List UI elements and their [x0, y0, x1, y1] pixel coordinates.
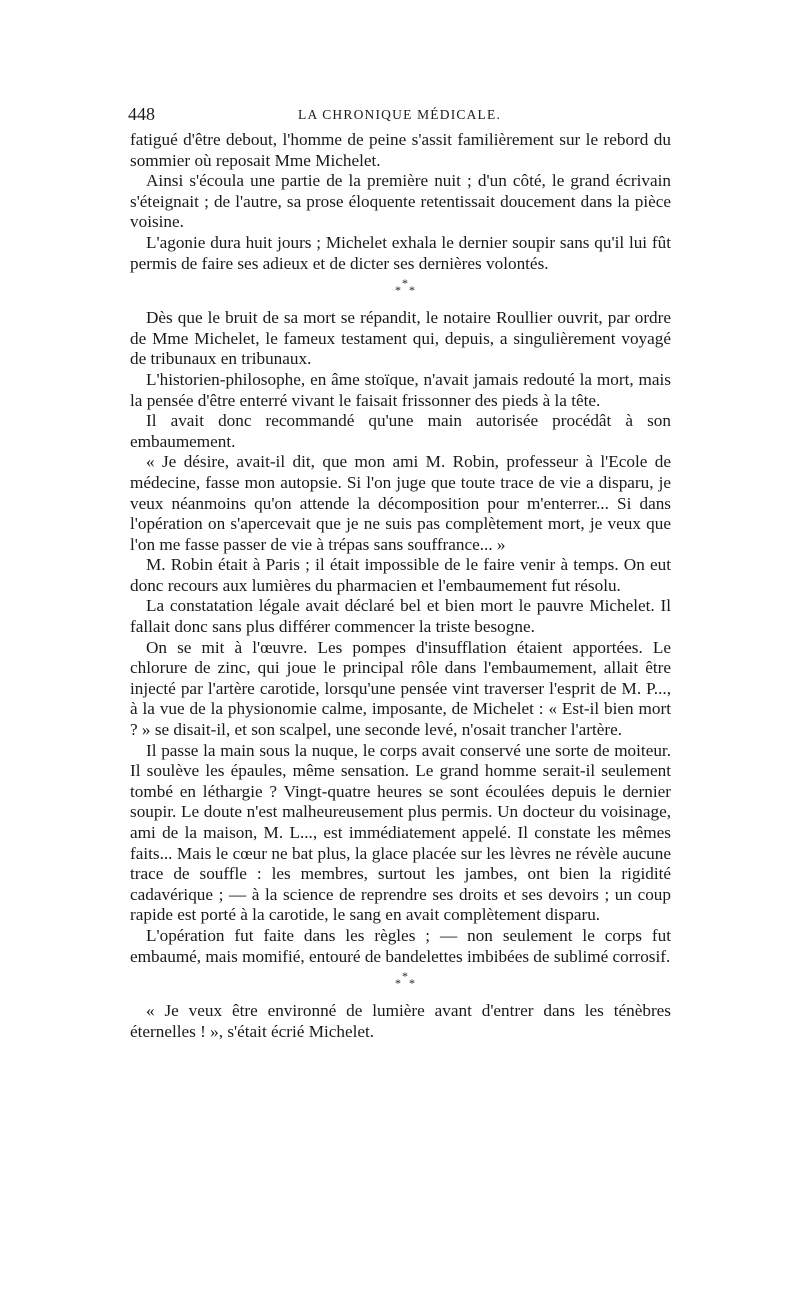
paragraph: fatigué d'être debout, l'homme de peine s'assit familièrement sur le rebord du sommier où reposait Mme Michelet. [130, 130, 671, 170]
paragraph: M. Robin était à Paris ; il était impossible de le faire venir à temps. On eut donc recours aux lumières du pharmacien et l'embaumement fut résolu. [130, 555, 671, 595]
document-page [130, 104, 671, 1042]
asterisk: * [395, 976, 401, 991]
paragraph: Dès que le bruit de sa mort se répandit, le notaire Roullier ouvrit, par ordre de Mme Michelet, le fameux testament qui, depuis, a singulièrement voyagé de tribunaux en tribunaux. [130, 308, 671, 369]
paragraph: Ainsi s'écoula une partie de la première nuit ; d'un côté, le grand écrivain s'éteignait ; de l'autre, sa prose éloquente retentissait doucement dans la pièce voisine. [130, 171, 671, 232]
asterisk: * [409, 976, 415, 991]
asterisk: * [409, 283, 415, 298]
paragraph: L'historien-philosophe, en âme stoïque, n'avait jamais redouté la mort, mais la pensée d'être enterré vivant le faisait frissonner des pieds à la tête. [130, 369, 671, 410]
section-separator [130, 274, 671, 308]
paragraph: « Je veux être environné de lumière avant d'entrer dans les ténèbres éternelles ! », s'était écrié Michelet. [130, 1001, 671, 1041]
asterisk: * [402, 276, 408, 291]
journal-title: LA CHRONIQUE MÉDICALE. [298, 107, 502, 122]
paragraph: On se mit à l'œuvre. Les pompes d'insufflation étaient apportées. Le chlorure de zinc, qui joue le principal rôle dans l'embaumement, allait être injecté par l'artère carotide, lorsqu'une pensée vint traverser l'esprit de M. P..., à la vue de la physionomie calme, imposante, de Michelet : « Est-il bien mort ? » se disait-il, et son scalpel, une seconde levé, n'osait trancher l'artère. [130, 637, 671, 740]
asterisk: * [402, 969, 408, 984]
paragraph: L'agonie dura huit jours ; Michelet exhala le dernier soupir sans qu'il lui fût permis de faire ses adieux et de dicter ses dernières volontés. [130, 232, 671, 273]
section-separator [130, 967, 671, 1001]
page-number: 448 [128, 104, 155, 124]
paragraph: Il avait donc recommandé qu'une main autorisée procédât à son embaumement. [130, 411, 671, 451]
running-head [130, 104, 671, 130]
article-body [130, 130, 671, 1042]
paragraph: La constatation légale avait déclaré bel et bien mort le pauvre Michelet. Il fallait donc sans plus différer commencer la triste besogne. [130, 596, 671, 637]
paragraph: « Je désire, avait-il dit, que mon ami M. Robin, professeur à l'Ecole de médecine, fasse mon autopsie. Si l'on juge que toute trace de vie a disparu, je veux néanmoins qu'on attende la décomposition pour m'enterrer... Si dans l'opération on s'apercevait que je ne suis pas complètement mort, je veux que l'on me fasse passer de vie à trépas sans souffrance... » [130, 452, 671, 554]
asterisk: * [395, 283, 401, 298]
paragraph: L'opération fut faite dans les règles ; — non seulement le corps fut embaumé, mais momifié, entouré de bandelettes imbibées de sublimé corrosif. [130, 925, 671, 966]
paragraph: Il passe la main sous la nuque, le corps avait conservé une sorte de moiteur. Il soulève les épaules, même sensation. Le grand homme serait-il seulement tombé en léthargie ? Vingt-quatre heures se sont écoulées depuis le dernier soupir. Le doute n'est malheureusement plus permis. Un docteur du voisinage, ami de la maison, M. L..., est immédiatement appelé. Il constate les mêmes faits... Mais le cœur ne bat plus, la glace placée sur les lèvres ne révèle aucune trace de souffle : les membres, surtout les jambes, ont bien la rigidité cadavérique ; — à la science de reprendre ses droits et ses devoirs ; un coup rapide est porté à la carotide, le sang en avait complètement disparu. [130, 740, 671, 925]
